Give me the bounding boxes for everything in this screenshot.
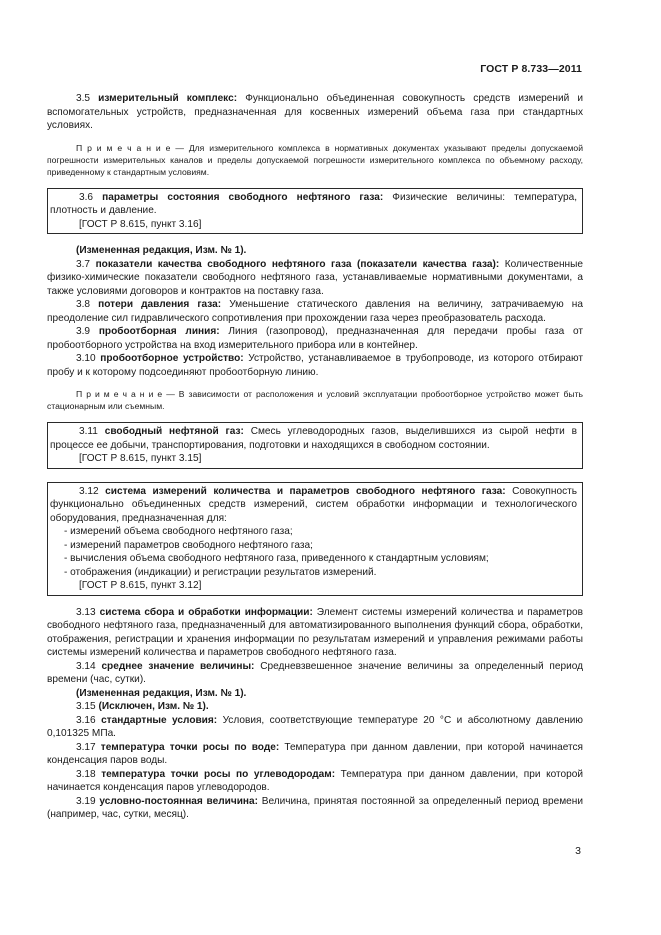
term-definition: (Исключен, Изм. № 1). bbox=[98, 701, 209, 712]
term-reference: [ГОСТ Р 8.615, пункт 3.16] bbox=[79, 218, 202, 230]
framed-term-3-12 bbox=[47, 482, 583, 596]
term-definition: Функционально объединенная совокупность средств измерений и вспомогательных устройств, предназначенная для косвенных измерений объема газа при стандартных условиях. bbox=[47, 93, 583, 131]
term-3-7 bbox=[47, 258, 583, 299]
term-3-18 bbox=[47, 768, 583, 795]
term-number: 3.15 bbox=[76, 701, 96, 712]
term-3-5 bbox=[47, 92, 583, 133]
term-number: 3.6 bbox=[79, 191, 94, 203]
term-definition: Уменьшение статического давления на величину, затрачиваемую на преодоление сил гидравлического сопротивления при прохождении газа через преобразователь расхода. bbox=[47, 299, 583, 324]
note-3-10 bbox=[47, 388, 583, 412]
term-3-8 bbox=[47, 298, 583, 325]
term-3-11 bbox=[50, 425, 577, 452]
note-text: — В зависимости от расположения и условий эксплуатации пробоотборное устройство может быть стационарным или съемным. bbox=[47, 389, 584, 411]
term-name: потери давления газа: bbox=[98, 299, 222, 310]
term-name: пробоотборное устройство: bbox=[100, 353, 244, 364]
list-item: - измерений параметров свободного нефтяного газа; bbox=[64, 539, 313, 551]
list-item: - отображения (индикации) и регистрации результатов измерений. bbox=[64, 566, 377, 578]
term-name: система сбора и обработки информации: bbox=[99, 606, 313, 618]
term-number: 3.17 bbox=[76, 741, 96, 753]
list-item: - измерений объема свободного нефтяного газа; bbox=[64, 526, 293, 537]
term-number: 3.5 bbox=[76, 93, 91, 104]
term-number: 3.16 bbox=[76, 714, 96, 726]
term-definition: Величина, принятая постоянной за определенный период времени (например, час, сутки, месяц). bbox=[47, 795, 583, 820]
term-3-19 bbox=[47, 795, 583, 822]
term-definition: Элемент системы измерений количества и параметров свободного нефтяного газа, предназначенный для автоматизированного выполнения функций сбора, обработки, отображения, регистрации и хранения информации по результатам измерений и управления режимами работы системы измерений количества и параметров свободного нефтяного газа. bbox=[47, 606, 583, 658]
term-definition: Совокупность функционально объединенных средств измерений, систем обработки информации и технологического оборудования, предназначенная для: bbox=[50, 485, 578, 524]
page-number: 3 bbox=[575, 845, 581, 857]
term-name: показатели качества свободного нефтяного газа (показатели качества газа): bbox=[95, 258, 500, 270]
term-3-13 bbox=[47, 606, 583, 660]
note-text: — Для измерительного комплекса в нормативных документах указывают пределы допускаемой погрешности измерительных каналов и пределы допускаемой погрешности измерительного комплекса по объемному расходу, приведенному к стандартным условиям. bbox=[47, 142, 584, 177]
term-3-17 bbox=[47, 741, 583, 768]
term-3-14 bbox=[47, 660, 583, 687]
framed-term-3-11 bbox=[47, 422, 583, 469]
term-name: стандартные условия: bbox=[101, 714, 218, 726]
term-definition: Средневзвешенное значение величины за определенный период времени (час, сутки). bbox=[47, 660, 583, 685]
list-item: - вычисления объема свободного нефтяного газа, приведенного к стандартным условиям; bbox=[64, 553, 489, 564]
term-number: 3.19 bbox=[76, 795, 96, 807]
term-number: 3.18 bbox=[76, 768, 96, 780]
term-name: параметры состояния свободного нефтяного газа: bbox=[102, 191, 384, 203]
term-definition: Условия, соответствующие температуре 20 °С и абсолютному давлению 0,101325 МПа. bbox=[47, 714, 584, 739]
term-3-16 bbox=[47, 714, 583, 741]
term-definition: Линия (газопровод), предназначенная для передачи пробы газа от пробоотборного устройства на вход измерительного прибора или в контейнер. bbox=[47, 326, 584, 351]
term-number: 3.10 bbox=[76, 353, 96, 364]
framed-term-3-6 bbox=[47, 188, 583, 235]
amendment-note: (Измененная редакция, Изм. № 1). bbox=[76, 245, 247, 256]
term-name: среднее значение величины: bbox=[101, 660, 255, 672]
term-number: 3.13 bbox=[76, 606, 96, 618]
term-reference: [ГОСТ Р 8.615, пункт 3.15] bbox=[79, 453, 202, 464]
term-name: свободный нефтяной газ: bbox=[104, 426, 244, 437]
term-name: условно-постоянная величина: bbox=[99, 795, 258, 807]
term-3-10 bbox=[47, 352, 583, 379]
term-name: пробоотборная линия: bbox=[98, 326, 220, 337]
term-number: 3.8 bbox=[76, 299, 91, 310]
standard-header: ГОСТ Р 8.733—2011 bbox=[480, 63, 582, 75]
term-definition: Температура при данном давлении, при которой начинается конденсация паров воды. bbox=[47, 741, 583, 766]
term-number: 3.14 bbox=[76, 660, 96, 672]
note-label: П р и м е ч а н и е bbox=[76, 142, 171, 153]
term-number: 3.12 bbox=[79, 485, 99, 497]
term-definition: Количественные физико-химические показатели свободного нефтяного газа, устанавливаемые нормативными документами, а также условиями договоров и контрактов на поставку газа. bbox=[47, 258, 583, 297]
term-number: 3.11 bbox=[79, 426, 98, 437]
term-3-15 bbox=[47, 700, 583, 714]
term-name: температура точки росы по воде: bbox=[100, 741, 280, 753]
term-definition: Температура при данном давлении, при которой начинается конденсация паров углеводородов. bbox=[47, 768, 583, 793]
term-3-9 bbox=[47, 325, 583, 352]
term-3-6 bbox=[50, 191, 577, 218]
term-definition: Устройство, устанавливаемое в трубопроводе, из которого отбирают пробу и к которому подсоединяют пробоотборную линию. bbox=[47, 353, 583, 378]
term-3-12 bbox=[50, 485, 577, 526]
note-3-5 bbox=[47, 142, 583, 178]
term-name: система измерений количества и параметров свободного нефтяного газа: bbox=[105, 485, 506, 497]
document-body bbox=[47, 92, 583, 822]
term-reference: [ГОСТ Р 8.615, пункт 3.12] bbox=[79, 580, 202, 591]
amendment-note: (Измененная редакция, Изм. № 1). bbox=[76, 687, 247, 699]
term-number: 3.7 bbox=[76, 258, 91, 270]
term-definition: Физические величины: температура, плотность и давление. bbox=[50, 191, 577, 216]
note-label: П р и м е ч а н и е bbox=[76, 389, 163, 399]
term-name: измерительный комплекс: bbox=[98, 93, 238, 104]
term-name: температура точки росы по углеводородам: bbox=[101, 768, 336, 780]
term-number: 3.9 bbox=[76, 326, 91, 337]
term-definition: Смесь углеводородных газов, выделившихся из сырой нефти в процессе ее добычи, транспортирования, подготовки и находящихся в свободном состоянии. bbox=[50, 426, 577, 451]
